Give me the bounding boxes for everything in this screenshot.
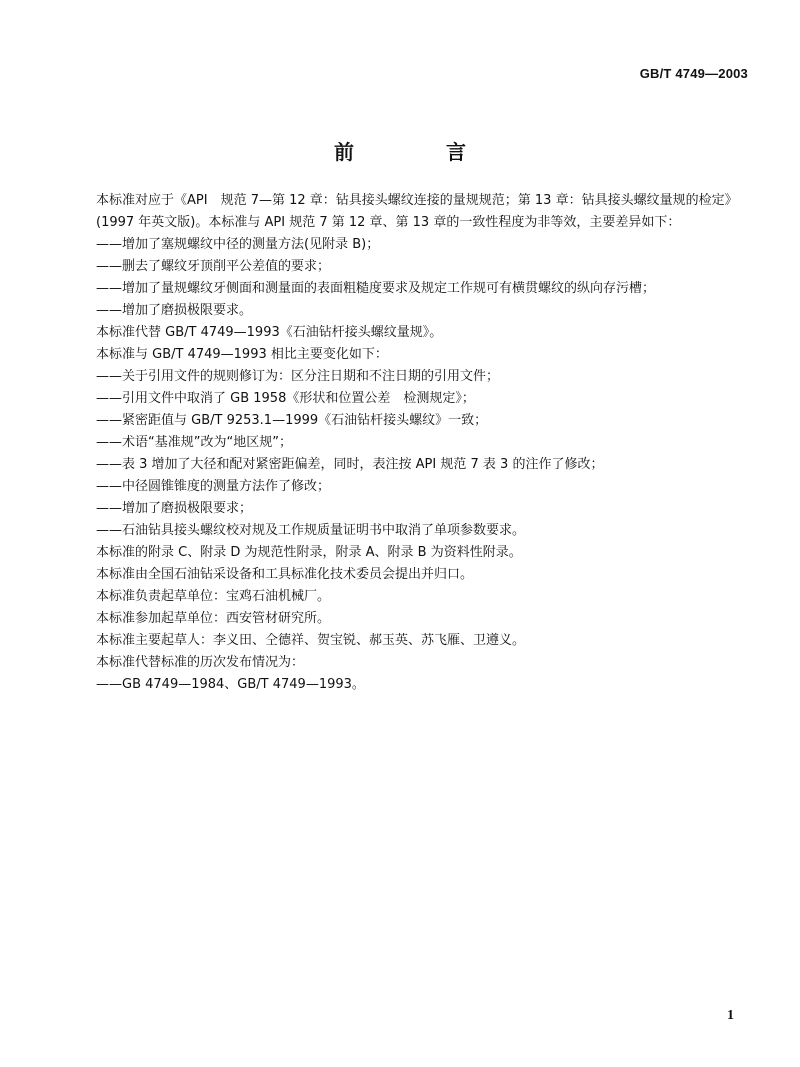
paragraph-drafters: 本标准主要起草人：李义田、仝德祥、贺宝锐、郝玉英、苏飞雁、卫遵义。 [96,633,526,648]
paragraph-annexes: 本标准的附录 C、附录 D 为规范性附录，附录 A、附录 B 为资料性附录。 [96,545,522,560]
list-item: ——术语“基准规”改为“地区规”； [96,435,292,450]
list-item: ——GB 4749—1984、GB/T 4749—1993。 [96,677,365,692]
paragraph-changes-intro: 本标准与 GB/T 4749—1993 相比主要变化如下： [96,347,388,362]
list-item: ——紧密距值与 GB/T 9253.1—1999《石油钻杆接头螺纹》一致； [96,413,488,428]
list-item: ——增加了磨损极限要求； [96,501,253,516]
list-item: ——引用文件中取消了 GB 1958《形状和位置公差 检测规定》； [96,391,475,406]
list-item: ——中径圆锥锥度的测量方法作了修改； [96,479,331,494]
paragraph-history-intro: 本标准代替标准的历次发布情况为： [96,655,305,670]
list-item: ——增加了磨损极限要求。 [96,303,253,318]
list-item: ——删去了螺纹牙顶削平公差值的要求； [96,259,331,274]
list-item: ——石油钻具接头螺纹校对规及工作规质量证明书中取消了单项参数要求。 [96,523,526,538]
page-number: 1 [727,1008,734,1023]
preface-body [96,190,746,696]
standard-code: GB/T 4749—2003 [639,66,748,81]
page-title: 前 言 [334,140,502,164]
list-item: ——关于引用文件的规则修订为：区分注日期和不注日期的引用文件； [96,369,500,384]
paragraph-drafting-unit: 本标准负责起草单位：宝鸡石油机械厂。 [96,589,331,604]
paragraph-replaces: 本标准代替 GB/T 4749—1993《石油钻杆接头螺纹量规》。 [96,325,443,340]
list-item: ——增加了塞规螺纹中径的测量方法(见附录 B)； [96,237,380,252]
paragraph-proposer: 本标准由全国石油钻采设备和工具标准化技术委员会提出并归口。 [96,567,474,582]
list-item: ——增加了量规螺纹牙侧面和测量面的表面粗糙度要求及规定工作规可有横贯螺纹的纵向存污槽； [96,281,656,296]
paragraph-correspondence: 本标准对应于《API 规范 7—第 12 章：钻具接头螺纹连接的量规规范；第 13 章：钻具接头螺纹量规的检定》(1997 年英文版)。本标准与 API 规范 7 第 12 章、第 13 章的一致性程度为非等效，主要差异如下： [96,193,738,230]
paragraph-participating-unit: 本标准参加起草单位：西安管材研究所。 [96,611,331,626]
list-item: ——表 3 增加了大径和配对紧密距偏差，同时，表注按 API 规范 7 表 3 的注作了修改； [96,457,604,472]
